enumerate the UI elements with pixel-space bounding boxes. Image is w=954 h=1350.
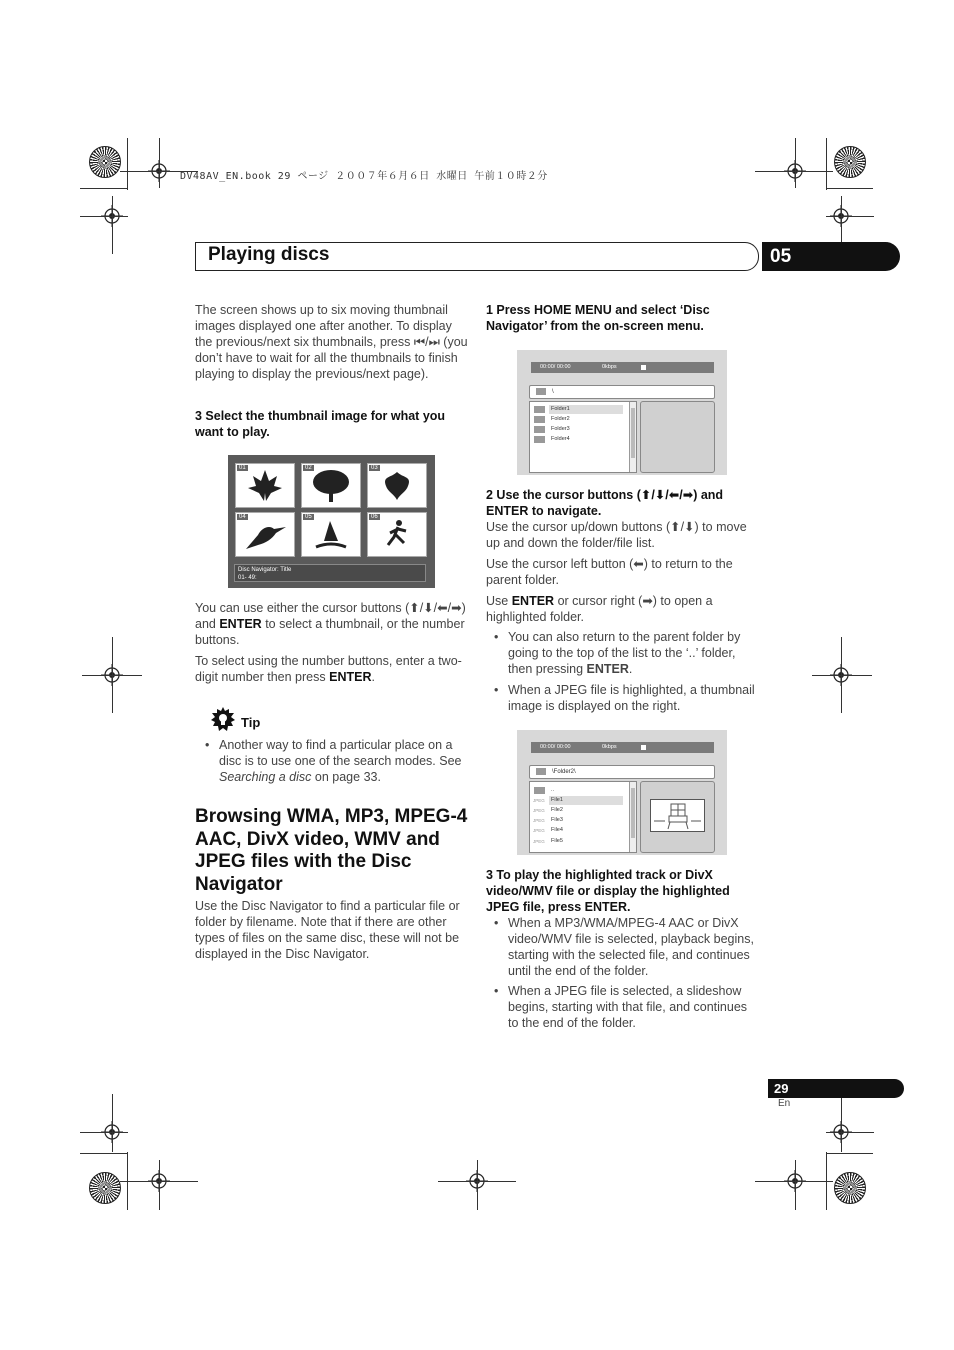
jpeg-file-icon: JPEG [533,818,545,823]
tip-bullet: • Another way to find a particular place on a disc is to use one of the search modes. See Searching a disc on page 33. [205,737,470,785]
bitrate: 0kbps [602,744,617,750]
elapsed-time: 00:00/ 00:00 [540,364,571,370]
preview-pane [640,401,715,473]
jpeg-file-icon: JPEG [533,808,545,813]
disc-navigator-intro: Use the Disc Navigator to find a particular file or folder by filename. Note that if there are other types of files on the same disc, these will not be displayed in the Disc Navigator. [195,899,460,961]
stop-icon [641,365,646,370]
list-item[interactable]: JPEG File2 [533,807,563,813]
list-item[interactable]: Folder4 [532,435,626,444]
page-number: 29 [768,1079,904,1098]
folder-icon [534,416,545,423]
book-info-line: DV48AV_EN.book 29 ページ ２００７年６月６日 水曜日 午前１０時２分 [180,171,548,182]
folder-icon [534,426,545,433]
thumbnail-bar-title: Disc Navigator: Title [238,567,292,573]
status-bar [531,362,714,373]
chapter-number: 05 [762,242,900,271]
registration-star-icon [834,1172,866,1204]
page-language: En [778,1098,791,1109]
step-1-home-menu: 1 Press HOME MENU and select ‘Disc Navigator’ from the on-screen menu. [486,303,710,333]
parent-folder-bullet: • You can also return to the parent folder by going to the top of the list to the ‘..’ folder, then pressing ENTER. [494,629,760,677]
intro-paragraph: The screen shows up to six moving thumbnail images displayed one after another. To display the previous/next six thumbnails, press ⏮/⏭ (you don’t have to wait for all the thumbnails to finish playing to display the previous/next page). [195,303,468,381]
jpeg-file-icon: JPEG [533,828,545,833]
step-3-play-file: 3 To play the highlighted track or DivX video/WMV file or display the highlighted JPEG file, press ENTER. [486,868,730,914]
section-title: Playing discs [208,244,330,265]
tip-reference: Searching a disc [219,770,312,784]
folder-icon [534,787,545,794]
updown-paragraph: Use the cursor up/down buttons (⬆/⬇) to move up and down the folder/file list. [486,520,747,550]
path-text: \ [552,389,554,395]
left-button-paragraph: Use the cursor left button (⬅) to return to the parent folder. [486,557,733,587]
folder-icon [536,768,546,775]
folder-list [529,401,637,473]
enter-paragraph: Use ENTER or cursor right (➡) to open a highlighted folder. [486,594,713,624]
playback-bullet: • When a MP3/WMA/MPEG-4 AAC or DivX video/WMV file is selected, playback begins, starting with the selected file, and continues until the end of the folder. [494,915,760,979]
list-item[interactable]: Folder3 [532,425,626,434]
bitrate: 0kbps [602,364,617,370]
list-item[interactable]: JPEG File4 [533,827,563,833]
stop-icon [641,745,646,750]
list-item[interactable]: Folder1 [532,405,626,414]
slideshow-bullet: • When a JPEG file is selected, a slideshow begins, starting with that file, and continues to the end of the folder. [494,983,760,1031]
step-2-navigate: 2 Use the cursor buttons (⬆/⬇/⬅/➡) and ENTER to navigate. [486,488,724,518]
list-item-parent[interactable]: .. [532,786,626,795]
thumbnail-bar-range: 01- 49: [238,575,257,581]
disc-navigator-screen-root [517,350,727,475]
path-field [529,385,715,399]
path-text: \Folder2\ [552,769,576,775]
registration-star-icon [89,1172,121,1204]
folder-icon [534,406,545,413]
list-item[interactable]: Folder2 [532,415,626,424]
number-paragraph: To select using the number buttons, enter a two-digit number then press ENTER. [195,654,462,684]
list-scrollbar[interactable] [629,402,636,472]
registration-star-icon [89,146,121,178]
status-bar [531,742,714,753]
preview-pane [640,781,715,853]
folder-icon [536,388,546,395]
thumbnail-03: 03 [367,463,427,508]
thumbnail-02: 02 [301,463,361,508]
path-field [529,765,715,779]
thumbnail-05: 05 [301,512,361,557]
registration-star-icon [834,146,866,178]
step-3-select-thumbnail: 3 Select the thumbnail image for what you want to play. [195,409,446,439]
list-scrollbar[interactable] [629,782,636,852]
jpeg-file-icon: JPEG [533,839,545,844]
folder-icon [534,436,545,443]
thumbnail-01: 01 [235,463,295,508]
tip-label: Tip [241,715,261,730]
list-item[interactable]: JPEG File1 [532,796,626,805]
disc-navigator-screen-folder2 [517,730,727,855]
elapsed-time: 00:00/ 00:00 [540,744,571,750]
disc-navigator-heading: Browsing WMA, MP3, MPEG-4 AAC, DivX video, WMV and JPEG files with the Disc Navigator [195,806,468,895]
jpeg-file-icon: JPEG [533,798,545,803]
cursor-paragraph: You can use either the cursor buttons (⬆/⬇/⬅/➡) and ENTER to select a thumbnail, or the number buttons. [195,601,466,647]
thumbnail-06: 06 [367,512,427,557]
tip-lightbulb-icon [210,706,236,732]
chair-thumbnail-icon [650,799,705,832]
file-list [529,781,637,853]
list-item[interactable]: JPEG File3 [533,817,563,823]
thumbnail-04: 04 [235,512,295,557]
thumbnail-info-bar [234,564,426,582]
jpeg-thumbnail-bullet: • When a JPEG file is highlighted, a thumbnail image is displayed on the right. [494,682,760,714]
list-item[interactable]: JPEG File5 [533,838,563,844]
